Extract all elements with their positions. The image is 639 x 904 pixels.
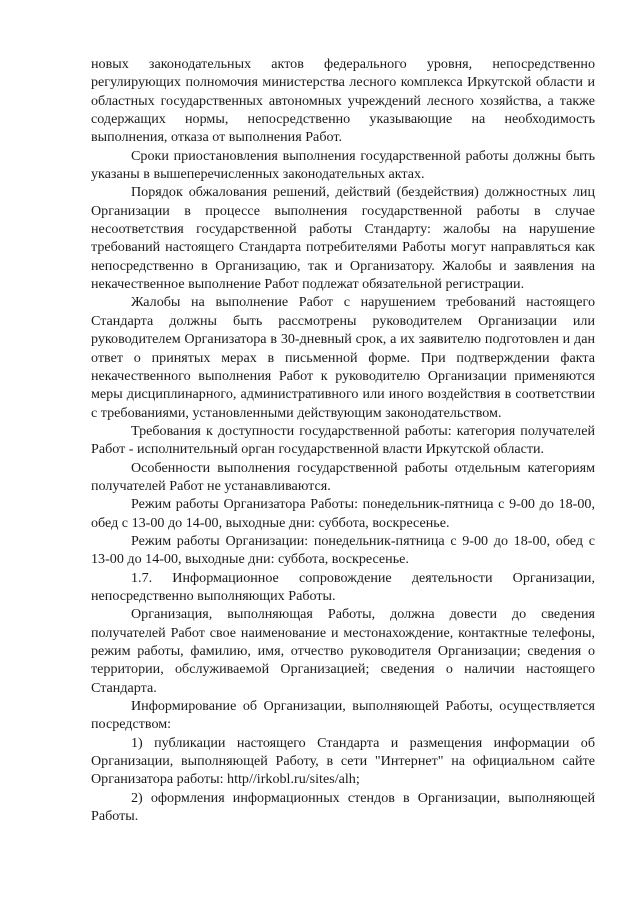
document-page: [91, 55, 595, 825]
paragraph-complaint-review: Жалобы на выполнение Работ с нарушением требований настоящего Стандарта должны быть рассмотрены руководителем Организации или руководителем Организатора в 30-дневный срок, а их заявителю подготовлен и дан ответ о принятых мерах в письменной форме. При подтверждении факта некачественного выполнения Работ к руководителю Организации применяются меры дисциплинарного, административного или иного воздействия в соответствии с требованиями, установленными действующим законодательством.: [91, 294, 595, 421]
section-heading-1-7: 1.7. Информационное сопровождение деятельности Организации, непосредственно выполняющих Работы.: [91, 569, 595, 604]
paragraph-appeal-procedure: Порядок обжалования решений, действий (бездействия) должностных лиц Организации в процессе выполнения государственной работы в случае несоответствия государственной работы Стандарту: жалобы на нарушение требований настоящего Стандарта потребителями Работы могут направляться как непосредственно в Организацию, так и Организатору. Жалобы и заявления на некачественное выполнение Работ подлежат обязательной регистрации.: [91, 184, 595, 293]
paragraph-accessibility-requirements: Требования к доступности государственной работы: категория получателей Работ - исполнительный орган государственной власти Иркутской области.: [91, 422, 595, 458]
list-item-publication: 1) публикации настоящего Стандарта и размещения информации об Организации, выполняющей Работу, в сети "Интернет" на официальном сайте Организатора работы: http//irkobl.ru/sites/alh;: [91, 734, 595, 788]
paragraph-information-duties: Организация, выполняющая Работы, должна довести до сведения получателей Работ свое наименование и местонахождение, контактные телефоны, режим работы, фамилию, имя, отчество руководителя Организации; сведения о территории, обслуживаемой Организацией; сведения о наличии настоящего Стандарта.: [91, 606, 595, 696]
paragraph-special-categories: Особенности выполнения государственной работы отдельным категориям получателей Работ не устанавливаются.: [91, 459, 595, 494]
paragraph-organization-schedule: Режим работы Организации: понедельник-пятница с 9-00 до 18-00, обед с 13-00 до 14-00, выходные дни: суббота, воскресенье.: [91, 532, 595, 568]
list-item-stands: 2) оформления информационных стендов в Организации, выполняющей Работы.: [91, 789, 595, 825]
paragraph-organizer-schedule: Режим работы Организатора Работы: понедельник-пятница с 9-00 до 18-00, обед с 13-00 до 14-00, выходные дни: суббота, воскресенье.: [91, 496, 595, 531]
paragraph-suspension-terms: Сроки приостановления выполнения государственной работы должны быть указаны в вышеперечисленных законодательных актах.: [91, 147, 595, 183]
paragraph-continuation: новых законодательных актов федерального уровня, непосредственно регулирующих полномочия министерства лесного комплекса Иркутской области и областных государственных автономных учреждений лесного хозяйства, а также содержащих нормы, непосредственно указывающие на необходимость выполнения, отказа от выполнения Работ.: [91, 56, 595, 146]
paragraph-informing-means: Информирование об Организации, выполняющей Работы, осуществляется посредством:: [91, 698, 595, 733]
